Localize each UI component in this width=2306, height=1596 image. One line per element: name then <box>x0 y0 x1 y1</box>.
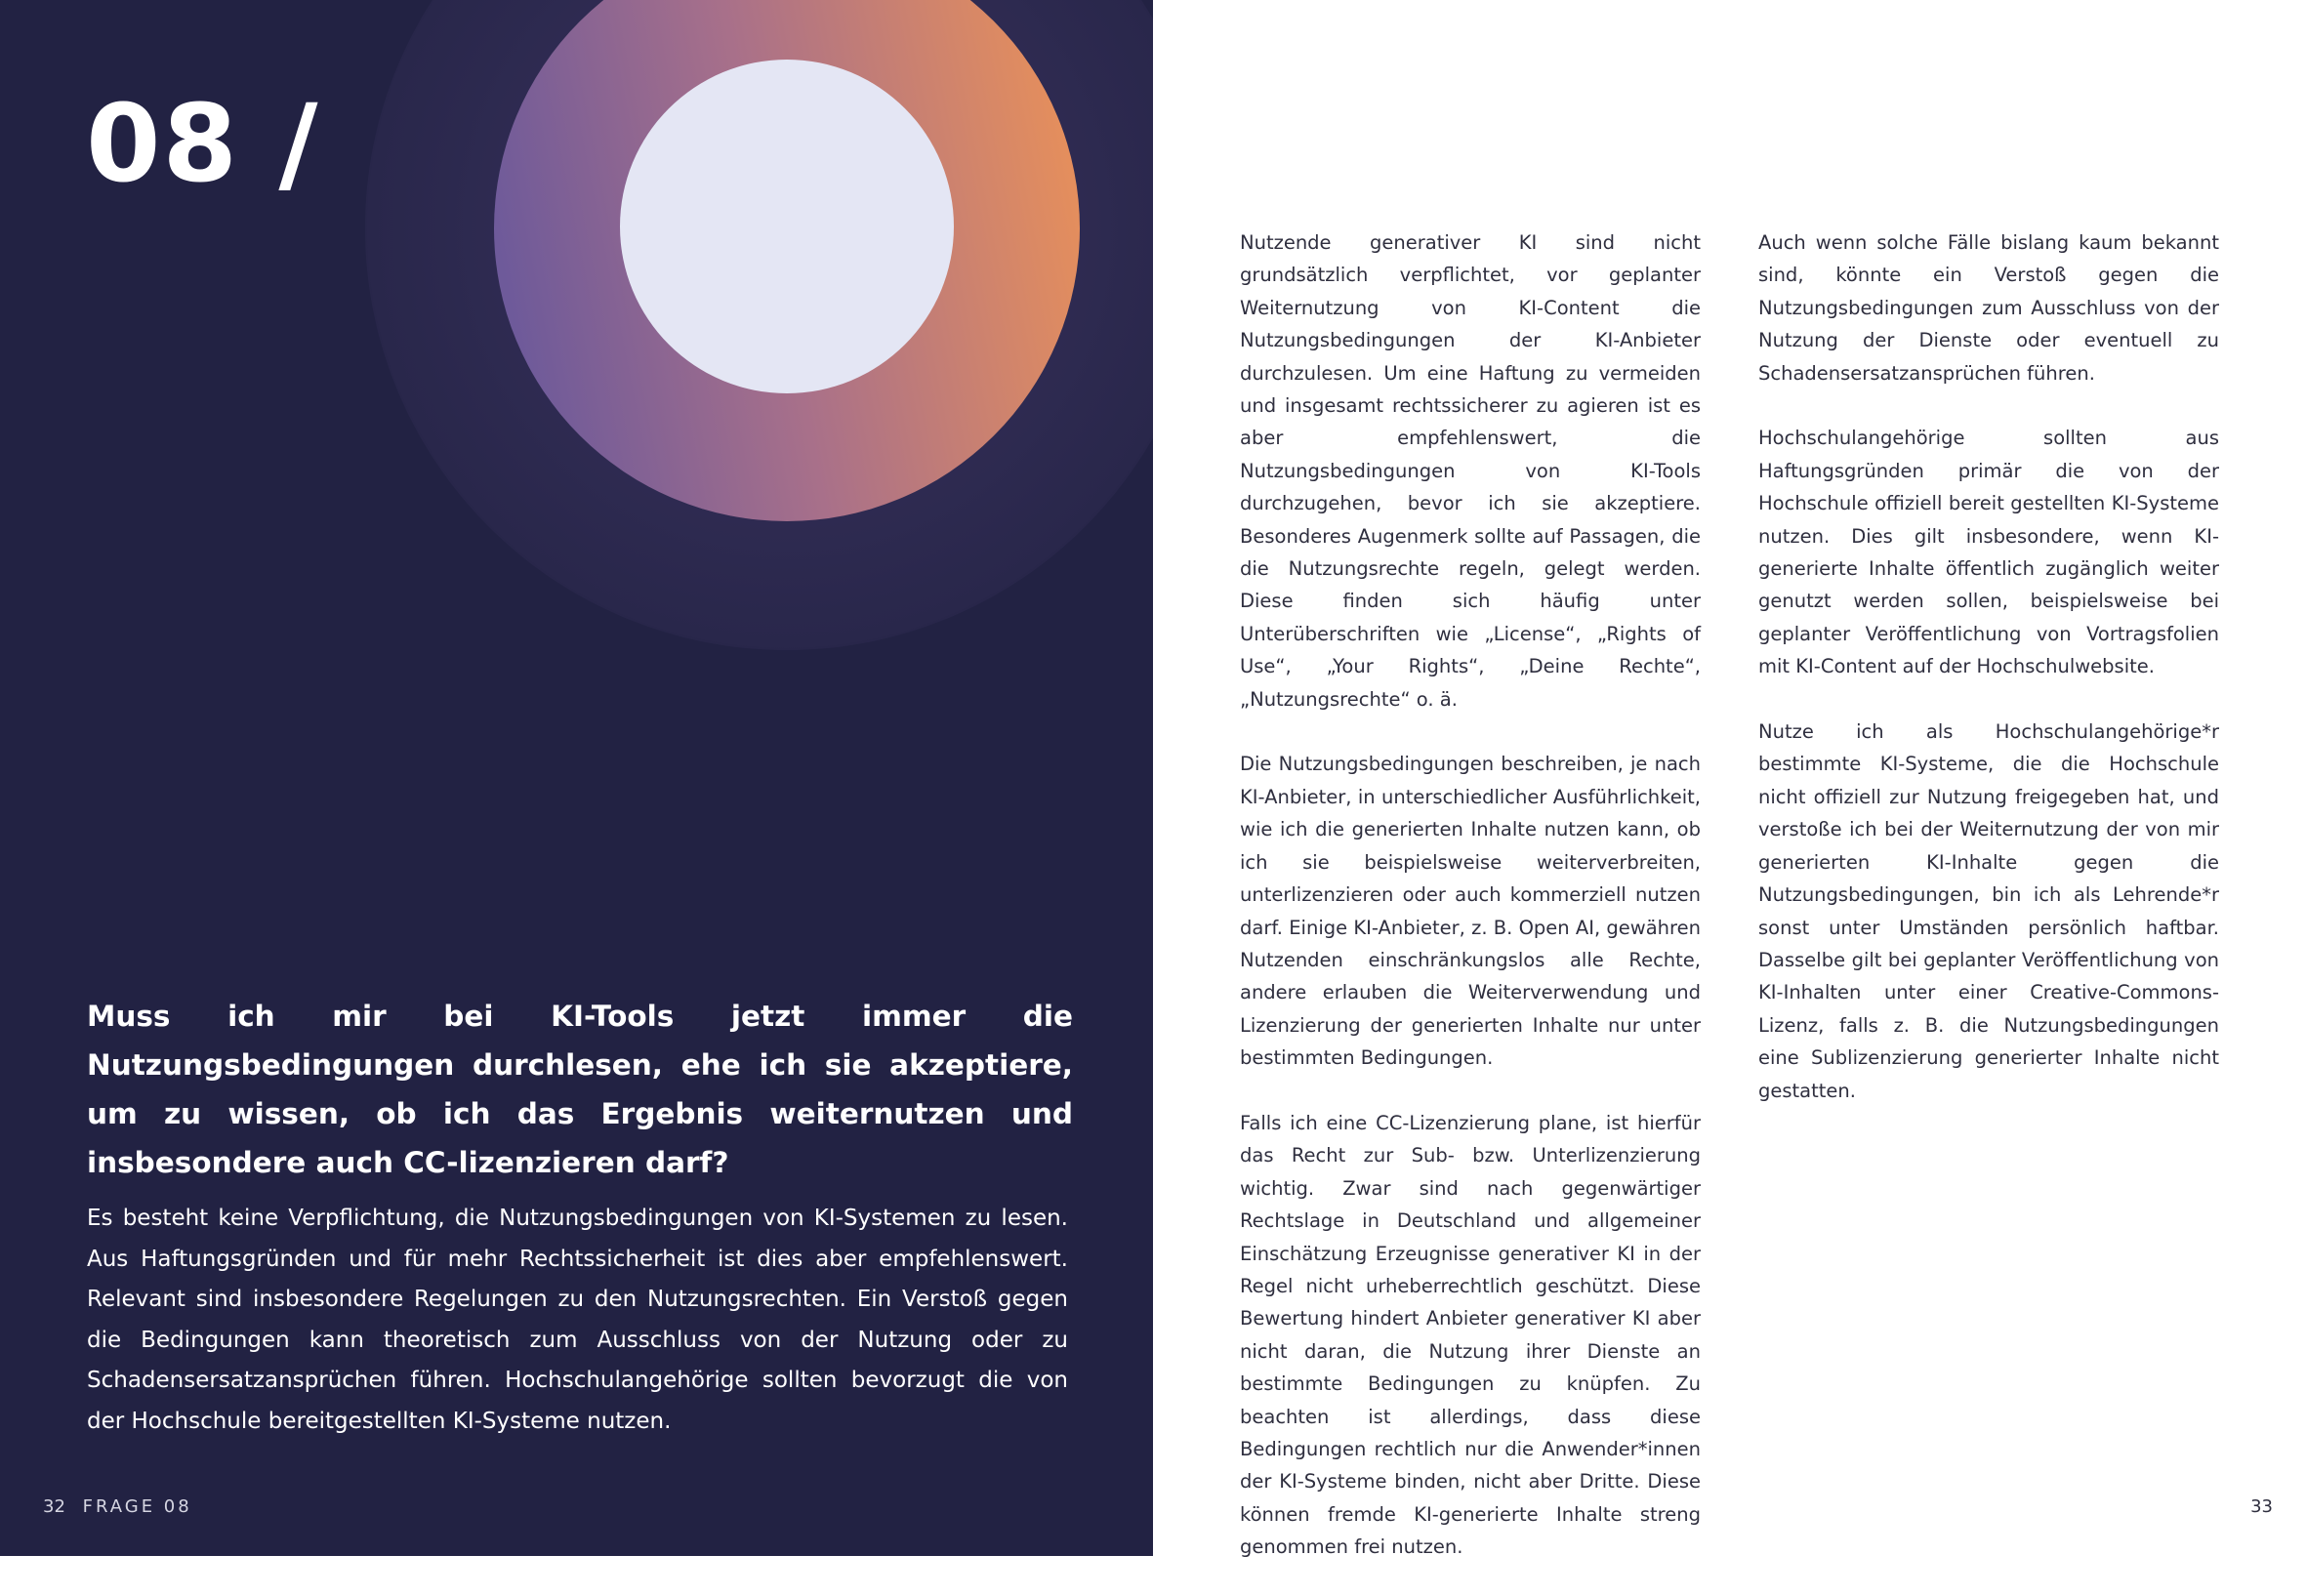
section-label: FRAGE 08 <box>82 1496 192 1517</box>
page-number: 32 <box>43 1496 65 1517</box>
inner-circle <box>620 60 954 393</box>
paragraph: Nutzende generativer KI sind nicht grundsätzlich verpflichtet, vor geplanter Weiternutzung von KI-Content die Nutzungsbedingungen der KI-Anbieter durchzulesen. Um eine Haftung zu vermeiden und insgesamt rechtssicherer zu agieren ist es aber empfehlenswert, die Nutzungsbedingungen von KI-Tools durchzugehen, bevor ich sie akzeptiere. Besonderes Augenmerk sollte auf Passagen, die die Nutzungsrechte regeln, gelegt werden. Diese finden sich häufig unter Unterüberschriften wie „License“, „Rights of Use“, „Your Rights“, „Deine Rechte“, „Nutzungsrechte“ o. ä. <box>1240 231 1701 711</box>
page-footer-left <box>43 1496 192 1517</box>
left-page <box>0 0 1153 1556</box>
right-page <box>1153 0 2306 1559</box>
chapter-number: 08 / <box>86 81 320 206</box>
paragraph: Hochschulangehörige sollten aus Haftungsgründen primär die von der Hochschule offiziell bereit gestellten KI-Systeme nutzen. Dies gilt insbesondere, wenn KI-generierte Inhalte öffentlich zugänglich weiter genutzt werden sollen, beispielsweise bei geplanter Veröffentlichung von Vortragsfolien mit KI-Content auf der Hochschulwebsite. <box>1758 427 2219 678</box>
text-column-2 <box>1758 226 2219 1139</box>
answer-summary: Es besteht keine Verpflichtung, die Nutzungsbedingungen von KI-Systemen zu lesen. Aus Haftungsgründen und für mehr Rechtssicherheit ist dies aber empfehlenswert. Relevant sind insbesondere Regelungen zu den Nutzungsrechten. Ein Verstoß gegen die Bedingungen kann theoretisch zum Ausschluss von der Nutzung oder zu Schadensersatzansprüchen führen. Hochschulangehörige sollten bevorzugt die von der Hochschule bereitgestellten KI-Systeme nutzen. <box>87 1206 1068 1434</box>
paragraph: Nutze ich als Hochschulangehörige*r bestimmte KI-Systeme, die die Hochschule nicht offiziell zur Nutzung freigegeben hat, und verstoße ich bei der Weiternutzung der von mir generierten KI-Inhalte gegen die Nutzungsbedingungen, bin ich als Lehrende*r sonst unter Umständen persönlich haftbar. Dasselbe gilt bei geplanter Veröffentlichung von KI-Inhalten unter einer Creative-Commons-Lizenz, falls z. B. die Nutzungsbedingungen eine Sublizenzierung generierter Inhalte nicht gestatten. <box>1758 720 2219 1102</box>
page-number-right: 33 <box>2250 1496 2273 1517</box>
paragraph: Auch wenn solche Fälle bislang kaum bekannt sind, könnte ein Verstoß gegen die Nutzungsbedingungen zum Ausschluss von der Nutzung der Dienste oder eventuell zu Schadensersatzansprüchen führen. <box>1758 231 2219 385</box>
question-heading: Muss ich mir bei KI-Tools jetzt immer die Nutzungsbedingungen durchlesen, ehe ich sie akzeptiere, um zu wissen, ob ich das Ergebnis weiternutzen und insbesondere auch CC-lizenzieren darf? <box>87 1000 1073 1179</box>
paragraph: Falls ich eine CC-Lizenzierung plane, ist hierfür das Recht zur Sub- bzw. Unterlizenzierung wichtig. Zwar sind nach gegenwärtiger Rechtslage in Deutschland und allgemeiner Einschätzung Erzeugnisse generativer KI in der Regel nicht urheberrechtlich geschützt. Diese Bewertung hindert Anbieter generativer KI aber nicht daran, die Nutzung ihrer Dienste an bestimmte Bedingungen zu knüpfen. Zu beachten ist allerdings, dass diese Bedingungen rechtlich nur die Anwender*innen der KI-Systeme binden, nicht aber Dritte. Diese können fremde KI-generierte Inhalte streng genommen frei nutzen. <box>1240 1111 1701 1559</box>
text-column-1 <box>1240 226 1701 1596</box>
paragraph: Die Nutzungsbedingungen beschreiben, je nach KI-Anbieter, in unterschiedlicher Ausführlichkeit, wie ich die generierten Inhalte nutzen kann, ob ich sie beispielsweise weiterverbreiten, unterlizenzieren oder auch kommerziell nutzen darf. Einige KI-Anbieter, z. B. Open AI, gewähren Nutzenden einschränkungslos alle Rechte, andere erlauben die Weiterverwendung und Lizenzierung der generierten Inhalte nur unter bestimmten Bedingungen. <box>1240 753 1701 1070</box>
